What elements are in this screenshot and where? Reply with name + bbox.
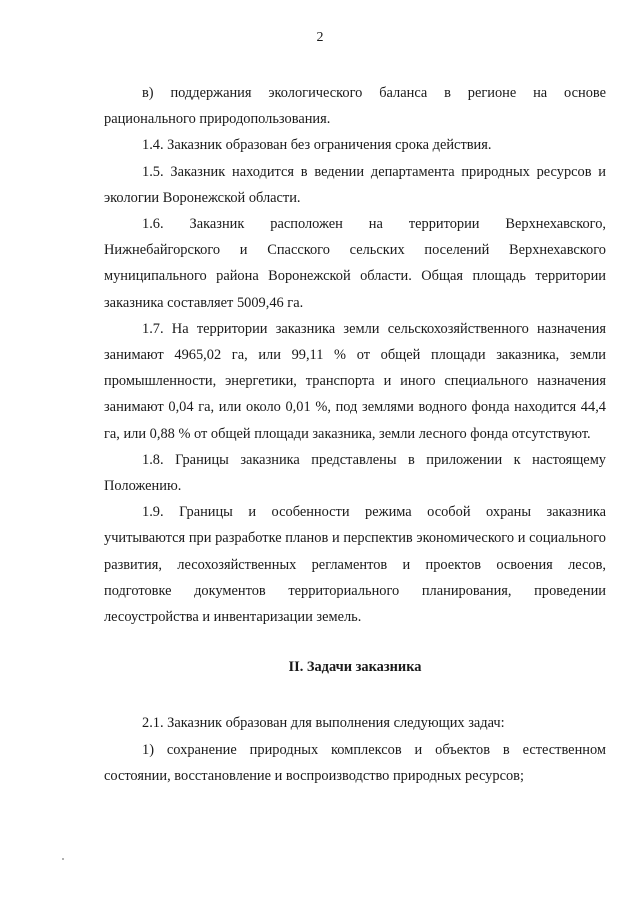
paragraph-item-v: в) поддержания экологического баланса в регионе на основе рационального природопользования.: [104, 85, 606, 128]
paragraph-2-1: 2.1. Заказник образован для выполнения следующих задач:: [142, 715, 505, 732]
paragraph-task-1: 1) сохранение природных комплексов и объектов в естественном состоянии, восстановление и воспроизводство природных ресурсов;: [104, 741, 606, 784]
paragraph-1-5: 1.5. Заказник находится в ведении департамента природных ресурсов и экологии Воронежской области.: [104, 163, 606, 206]
document-body: [104, 80, 606, 789]
scan-speck: [62, 858, 64, 860]
paragraph-1-9: 1.9. Границы и особенности режима особой охраны заказника учитываются при разработке планов и перспектив экономического и социального развития, лесохозяйственных регламентов и проектов освоения лесов, подготовке документов территориального планирования, проведении лесоустройства и инвентаризации земель.: [104, 504, 606, 626]
paragraph-1-6: 1.6. Заказник расположен на территории Верхнехавского, Нижнебайгорского и Спасского сельских поселений Верхнехавского муниципального района Воронежской области. Общая площадь территории заказника составляет 5009,46 га.: [104, 216, 606, 311]
paragraph-1-4: 1.4. Заказник образован без ограничения срока действия.: [142, 137, 492, 154]
paragraph-1-7: 1.7. На территории заказника земли сельскохозяйственного назначения занимают 4965,02 га, или 99,11 % от общей площади заказника, земли промышленности, энергетики, транспорта и иного специального назначения занимают 0,04 га, или около 0,01 %, под землями водного фонда находится 44,4 га, или 0,88 % от общей площади заказника, земли лесного фонда отсутствуют.: [104, 320, 606, 442]
paragraph-1-8: 1.8. Границы заказника представлены в приложении к настоящему Положению.: [104, 451, 606, 495]
page-number: 2: [316, 30, 324, 45]
section-heading: II. Задачи заказника: [288, 659, 422, 676]
